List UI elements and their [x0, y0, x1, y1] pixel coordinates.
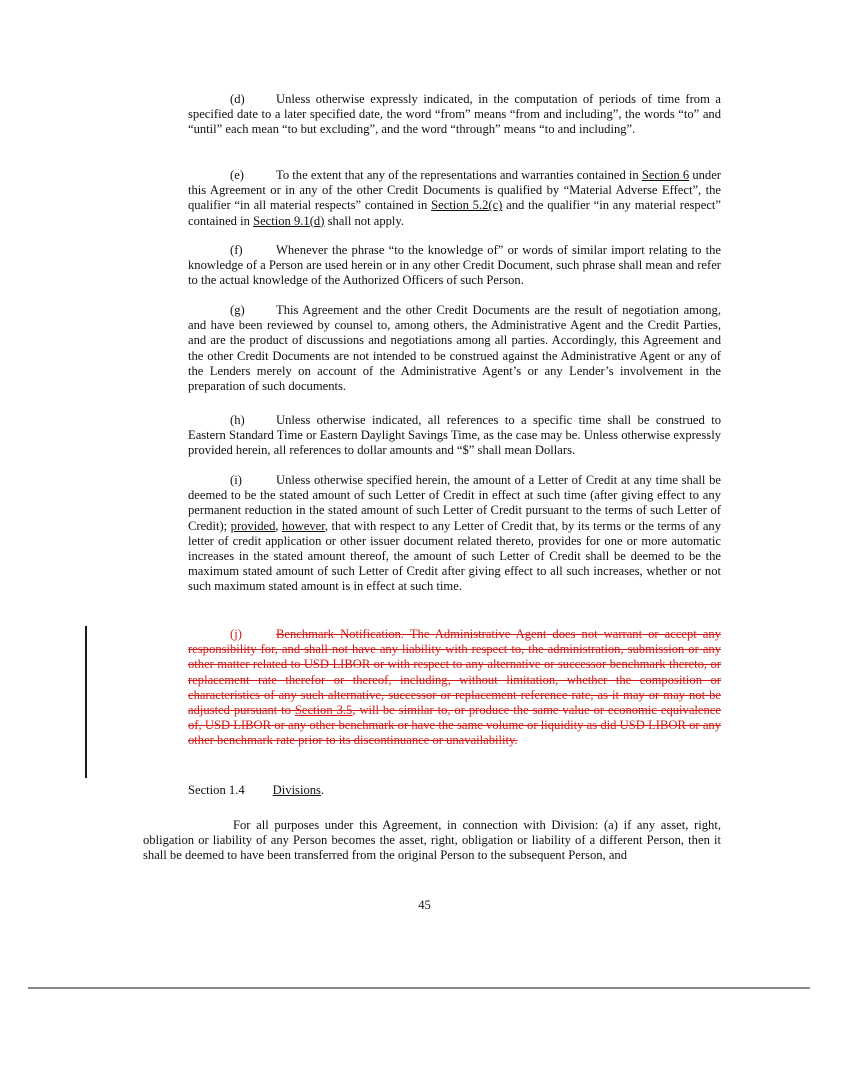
paragraph-marker-e: (e) — [230, 168, 244, 182]
paragraph-e-text-3: and the qualifier “in any material respect” contained in — [188, 198, 721, 228]
paragraph-marker-j: (j) — [230, 627, 242, 641]
paragraph-marker-d: (d) — [230, 92, 245, 106]
divisions-paragraph — [143, 818, 721, 864]
however-term: however — [282, 518, 325, 533]
section-3-5-reference: Section 3.5 — [294, 703, 353, 718]
paragraph-j-text-1: Benchmark Notification. The Administrative Agent does not warrant or accept any responsibility for, and shall not have any liability with respect to, the administration, submission or any other matter related to USD LIBOR or with respect to any alternative or successor benchmark thereto, or replacement rate therefor or thereof, including, without limitation, whether the composition or characteristics of any such alternative, successor or replacement reference rate, as it may or may not be adjusted pursuant to — [188, 627, 721, 718]
paragraph-i — [188, 473, 721, 595]
paragraph-g — [188, 303, 721, 394]
paragraph-h-text: Unless otherwise indicated, all references to a specific time shall be construed to Eastern Standard Time or Eastern Daylight Savings Time, as the case may be. Unless otherwise expressly provided herein, all references to dollar amounts and “$” shall mean Dollars. — [188, 413, 721, 458]
revision-change-bar — [85, 626, 87, 778]
footer-divider — [28, 987, 810, 989]
section-title: Divisions — [272, 783, 321, 797]
page-number: 45 — [418, 898, 431, 912]
paragraph-e-text-1: To the extent that any of the representations and warranties contained in — [276, 168, 642, 182]
section-5-2-c-reference: Section 5.2(c) — [431, 198, 503, 213]
paragraph-f — [188, 243, 721, 289]
paragraph-marker-h: (h) — [230, 413, 245, 427]
paragraph-marker-i: (i) — [230, 473, 242, 487]
paragraph-j-text-2: , will be similar to, or produce the same value or economic equivalence of, USD LIBOR or any other benchmark or have the same volume or liquidity as did USD LIBOR or any other benchmark rate prior to its discontinuance or unavailability. — [188, 703, 721, 748]
paragraph-e-text-4: shall not apply. — [324, 213, 405, 228]
paragraph-d — [188, 92, 721, 138]
section-heading — [188, 783, 324, 798]
paragraph-i-text-1: Unless otherwise specified herein, the amount of a Letter of Credit at any time shall be deemed to be the stated amount of such Letter of Credit in effect at such time (after giving effect to any permanent reduction in the stated amount of such Letter of Credit pursuant to the terms of such Letter of Credit); — [188, 473, 721, 533]
paragraph-i-text-3: , that with respect to any Letter of Credit that, by its terms or the terms of any letter of credit application or other issuer document related thereto, provides for one or more automatic increases in the stated amount thereof, the amount of such Letter of Credit shall be deemed to be the maximum stated amount of such Letter of Credit after giving effect to all such increases, whether or not such maximum stated amount is in effect at such time. — [188, 518, 721, 594]
paragraph-d-text: Unless otherwise expressly indicated, in the computation of periods of time from a specified date to a later specified date, the word “from” means “from and including”, the words “to” and “until” each mean “to but excluding”, and the word “through” means “to and including”. — [188, 92, 721, 137]
paragraph-g-text: This Agreement and the other Credit Documents are the result of negotiation among, and have been reviewed by counsel to, among others, the Administrative Agent and the Credit Parties, and are the product of discussions and negotiations among all parties. Accordingly, this Agreement and the other Credit Documents are not intended to be construed against the Administrative Agent or any of the Lenders merely on account of the Administrative Agent’s or any Lender’s involvement in the preparation of such documents. — [188, 303, 721, 394]
paragraph-marker-g: (g) — [230, 303, 245, 317]
paragraph-e — [188, 168, 721, 229]
paragraph-marker-f: (f) — [230, 243, 243, 257]
section-6-reference: Section 6 — [641, 168, 690, 182]
section-9-1-d-reference: Section 9.1(d) — [253, 213, 325, 228]
divisions-paragraph-text: For all purposes under this Agreement, in connection with Division: (a) if any asset, right, obligation or liability of any Person becomes the asset, right, obligation or liability of a different Person, then it shall be deemed to have been transferred from the original Person to the subsequent Person, and — [143, 818, 721, 863]
paragraph-j-deleted — [188, 627, 721, 749]
paragraph-h — [188, 413, 721, 459]
paragraph-i-text-2: , — [275, 518, 283, 533]
paragraph-f-text: Whenever the phrase “to the knowledge of” or words of similar import relating to the knowledge of a Person are used herein or in any other Credit Document, such phrase shall mean and refer to the actual knowledge of the Authorized Officers of such Person. — [188, 243, 721, 288]
section-title-suffix: . — [320, 783, 325, 797]
section-number: Section 1.4 — [188, 783, 245, 797]
paragraph-e-text-2: under this Agreement or in any of the other Credit Documents is qualified by “Material Adverse Effect”, the qualifier “in all material respects” contained in — [188, 168, 721, 213]
provided-term: provided — [230, 518, 276, 533]
